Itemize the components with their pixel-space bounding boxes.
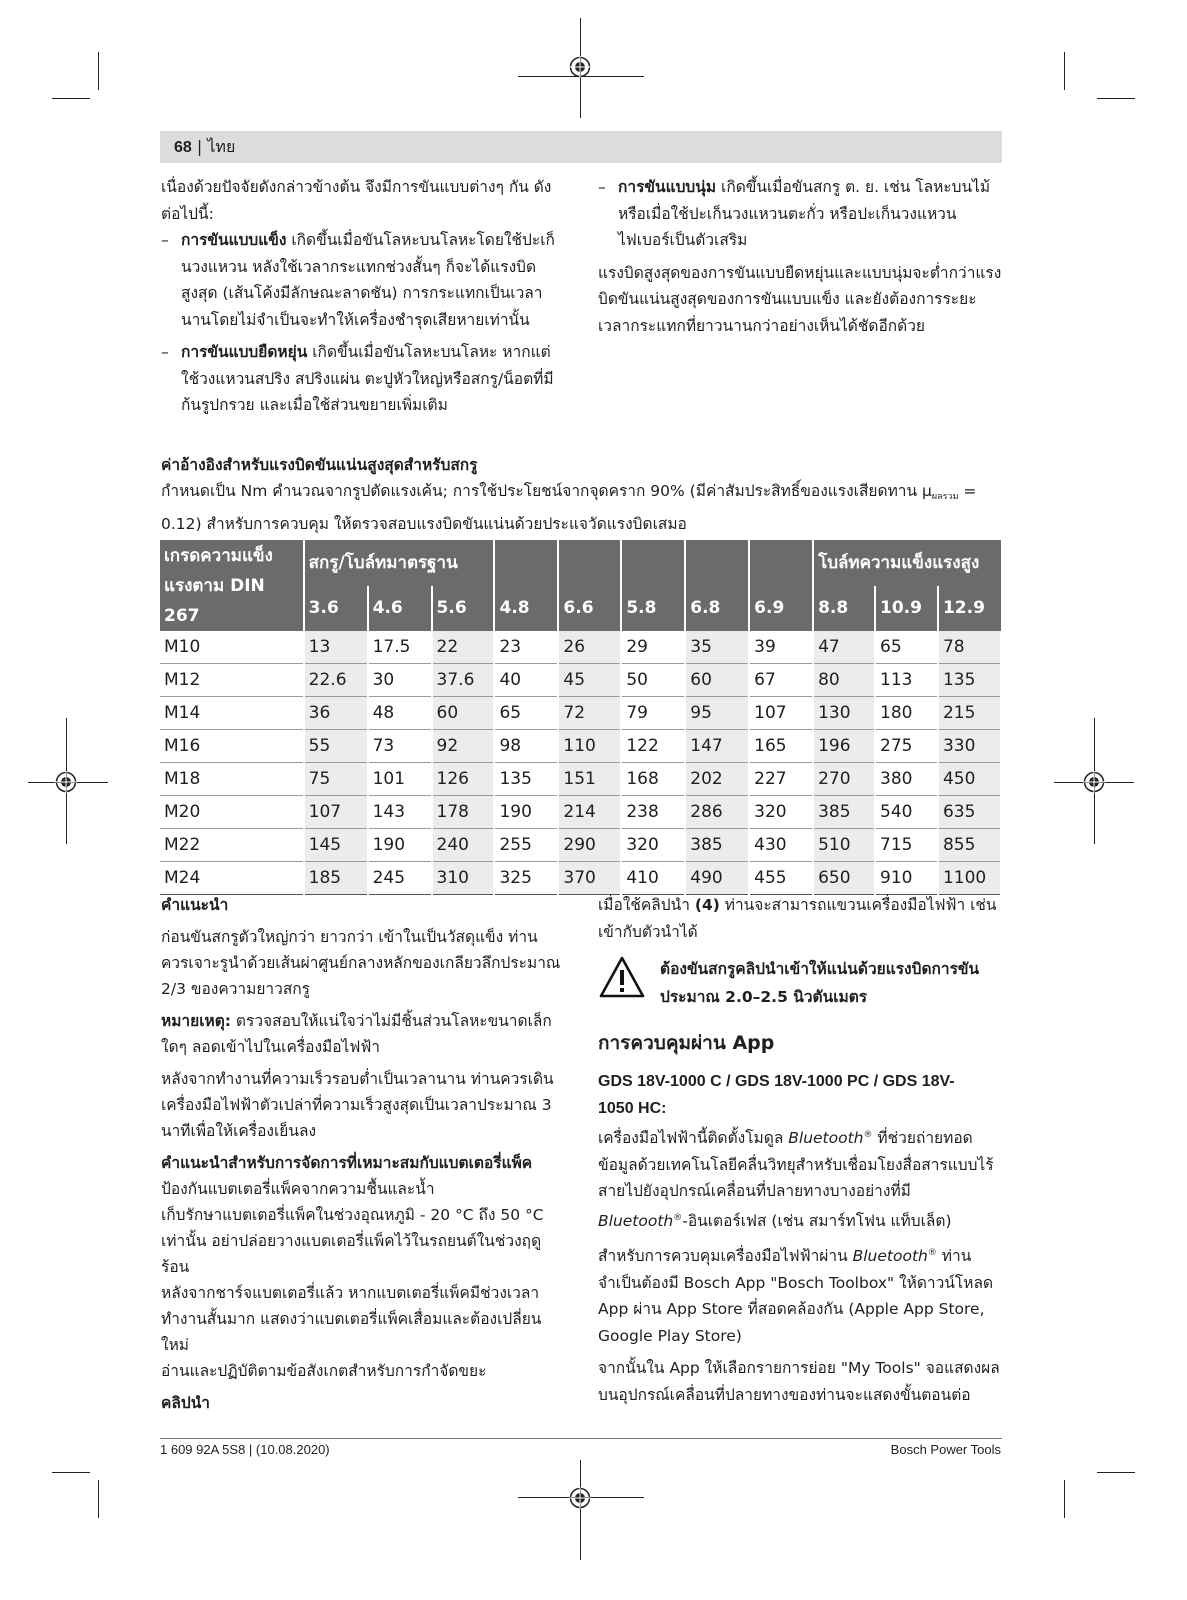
table-row [160, 697, 1001, 730]
value-cell: 122 [621, 730, 685, 763]
value-cell: 29 [621, 631, 685, 664]
value-cell: 635 [938, 796, 1001, 829]
value-cell: 290 [558, 829, 621, 862]
registration-mark-icon [569, 56, 591, 78]
value-cell: 80 [813, 664, 875, 697]
grade-cell: 8.8 [813, 586, 875, 632]
torque-comparison-paragraph: แรงบิดสูงสุดของการขันแบบยืดหยุ่นและแบบนุ่มจะต่ำกว่าแรงบิดขันแน่นสูงสุดของการขันแบบแข็ง และยังต้องการระยะเวลากระแทกที่ยาวนานกว่าอย่างเห็นได้ชัดอีกด้วย [598, 263, 1002, 335]
value-cell: 55 [304, 730, 368, 763]
value-cell: 35 [685, 631, 749, 664]
table-row [160, 631, 1001, 664]
value-cell: 855 [938, 829, 1001, 862]
item-text: เกิดขึ้นเมื่อขันโลหะบนโลหะโดยใช้ปะเก็นวงแหวน หลังใช้เวลากระแทกช่วงสั้นๆ ก็จะได้แรงบิดสูงสุด (เส้นโค้งมีลักษณะลาดชัน) การกระแทกเป็นเวลานานโดยไม่จำเป็นจะทำให้เครื่องชำรุดเสียหายเท่านั้น [181, 231, 555, 329]
value-cell: 107 [749, 697, 813, 730]
grade-cell: 4.8 [494, 586, 558, 632]
value-cell: 410 [621, 862, 685, 895]
value-cell: 75 [304, 763, 368, 796]
value-cell: 65 [494, 697, 558, 730]
cooling-paragraph: หลังจากทำงานที่ความเร็วรอบต่ำเป็นเวลานาน ท่านควรเดินเครื่องมือไฟฟ้าตัวเปล่าที่ความเร็วสูงสุดเป็นเวลาประมาณ 3 นาทีเพื่อให้เครื่องเย็นลง [161, 1070, 554, 1140]
crop-mark [98, 1480, 99, 1518]
advice-title: คำแนะนำ [161, 896, 229, 914]
my-tools-paragraph: จากนั้นใน App ให้เลือกรายการย่อย "My Tools" จอแสดงผลบนอุปกรณ์เคลื่อนที่ปลายทางของท่านจะแสดงขั้นตอนต่อ [598, 1359, 1000, 1404]
note-label: หมายเหตุ: [161, 1012, 231, 1030]
value-cell: 190 [494, 796, 558, 829]
value-cell: 143 [368, 796, 432, 829]
value-cell: 23 [494, 631, 558, 664]
page-header [160, 131, 1002, 163]
grade-cell: 5.6 [432, 586, 495, 632]
grade-cell: 4.6 [368, 586, 432, 632]
table-header-cell [749, 540, 813, 586]
registered-mark: ® [863, 1130, 873, 1140]
table-row [160, 862, 1001, 895]
battery-line: หลังจากชาร์จแบตเตอรี่แล้ว หากแบตเตอรี่แพ็คมีช่วงเวลาทำงานสั้นมาก แสดงว่าแบตเตอรี่แพ็คเสื่อมและต้องเปลี่ยนใหม่ [161, 1284, 542, 1354]
warning-triangle-icon [598, 955, 646, 999]
size-cell: M20 [160, 796, 304, 829]
size-cell: M12 [160, 664, 304, 697]
footer-brand: Bosch Power Tools [890, 1442, 1001, 1457]
group-high-strength-label: โบล์ทความแข็งแรงสูง [813, 540, 1001, 586]
size-cell: M24 [160, 862, 304, 895]
crop-mark [580, 1460, 581, 1560]
value-cell: 910 [875, 862, 938, 895]
left-column [161, 174, 565, 419]
value-cell: 455 [749, 862, 813, 895]
value-cell: 50 [621, 664, 685, 697]
header-text [174, 137, 235, 158]
value-cell: 165 [749, 730, 813, 763]
list-item [161, 339, 565, 419]
battery-line: อ่านและปฏิบัติตามข้อสังเกตสำหรับการกำจัดขยะ [161, 1362, 487, 1380]
registered-mark: ® [927, 1248, 937, 1259]
value-cell: 180 [875, 697, 938, 730]
table-header-row [160, 540, 1001, 586]
table-header-cell [621, 540, 685, 586]
note-paragraph [161, 1008, 565, 1060]
value-cell: 178 [432, 796, 495, 829]
battery-line: เก็บรักษาแบตเตอรี่แพ็คในช่วงอุณหภูมิ - 20 °C ถึง 50 °C เท่านั้น อย่าปล่อยวางแบตเตอรี่แพ็คไว้ในรถยนต์ในช่วงฤดูร้อน [161, 1206, 544, 1276]
group-standard-label: สกรู/โบล์ทมาตรฐาน [304, 540, 495, 586]
item-term: การขันแบบนุ่ม [618, 178, 717, 196]
grade-cell: 6.6 [558, 586, 621, 632]
item-term: การขันแบบแข็ง [181, 231, 287, 249]
registration-mark-icon [1083, 771, 1105, 793]
advice-paragraph: ก่อนขันสกรูตัวใหญ่กว่า ยาวกว่า เข้าในเป็นวัสดุแข็ง ท่านควรเจาะรูนำด้วยเส้นผ่าศูนย์กลางหลักของเกลียวลึกประมาณ 2/3 ของความยาวสกรู [161, 928, 561, 998]
value-cell: 73 [368, 730, 432, 763]
clip-ref: (4) [694, 896, 720, 914]
page-number: 68 [174, 139, 192, 156]
value-cell: 320 [621, 829, 685, 862]
torque-table-body [160, 631, 1001, 895]
value-cell: 450 [938, 763, 1001, 796]
registration-mark-icon [55, 771, 77, 793]
crop-mark [52, 1472, 90, 1473]
item-text: เกิดขึ้นเมื่อขันสกรู ต. ย. เช่น โลหะบนไม้ หรือเมื่อใช้ปะเก็นวงแหวนตะกั่ว หรือปะเก็นวงแหวนไฟเบอร์เป็นตัวเสริม [618, 178, 991, 249]
value-cell: 196 [813, 730, 875, 763]
value-cell: 1100 [938, 862, 1001, 895]
value-cell: 430 [749, 829, 813, 862]
value-cell: 490 [685, 862, 749, 895]
lower-right-column [598, 892, 1002, 945]
value-cell: 47 [813, 631, 875, 664]
value-cell: 510 [813, 829, 875, 862]
value-cell: 270 [813, 763, 875, 796]
warning-text: ต้องขันสกรูคลิปนำเข้าให้แน่นด้วยแรงบิดการขันประมาณ 2.0–2.5 นิวตันเมตร [660, 960, 980, 1006]
value-cell: 17.5 [368, 631, 432, 664]
bt-text: ที่ช่วยถ่ายทอดข้อมูลด้วยเทคโนโลยีคลื่นวิทยุสำหรับเชื่อมโยงสื่อสารแบบไร้สายไปยังอุปกรณ์เคลื่อนที่ปลายทางบางอย่างที่มี [598, 1129, 994, 1201]
value-cell: 715 [875, 829, 938, 862]
value-cell: 13 [304, 631, 368, 664]
note-text: ตรวจสอบให้แน่ใจว่าไม่มีชิ้นส่วนโลหะขนาดเล็กใดๆ ลอดเข้าไปในเครื่องมือไฟฟ้า [161, 1012, 552, 1056]
battery-title: คำแนะนำสำหรับการจัดการที่เหมาะสมกับแบตเตอรี่แพ็ค [161, 1154, 533, 1172]
value-cell: 330 [938, 730, 1001, 763]
value-cell: 255 [494, 829, 558, 862]
value-cell: 22.6 [304, 664, 368, 697]
value-cell: 385 [685, 829, 749, 862]
grade-cell: 6.8 [685, 586, 749, 632]
value-cell: 185 [304, 862, 368, 895]
value-cell: 113 [875, 664, 938, 697]
crop-mark [98, 52, 99, 90]
value-cell: 325 [494, 862, 558, 895]
bluetooth-paragraph [598, 1122, 1002, 1234]
value-cell: 215 [938, 697, 1001, 730]
bluetooth-app-paragraph [598, 1240, 1002, 1349]
grade-cell: 6.9 [749, 586, 813, 632]
app-section-title: การควบคุมผ่าน App [598, 1032, 775, 1054]
value-cell: 214 [558, 796, 621, 829]
value-cell: 245 [368, 862, 432, 895]
bt-text: สำหรับการควบคุมเครื่องมือไฟฟ้าผ่าน [598, 1247, 853, 1266]
lower-left-column [161, 892, 565, 1416]
crop-mark [52, 98, 90, 99]
value-cell: 30 [368, 664, 432, 697]
value-cell: 275 [875, 730, 938, 763]
value-cell: 202 [685, 763, 749, 796]
table-row [160, 796, 1001, 829]
value-cell: 92 [432, 730, 495, 763]
value-cell: 168 [621, 763, 685, 796]
registration-mark-icon [569, 1487, 591, 1509]
bluetooth-term: Bluetooth [788, 1129, 864, 1148]
size-cell: M16 [160, 730, 304, 763]
value-cell: 107 [304, 796, 368, 829]
intro-paragraph: เนื่องด้วยปัจจัยดังกล่าวข้างต้น จึงมีการขันแบบต่างๆ กัน ดังต่อไปนี้: [161, 178, 552, 223]
torque-table [160, 540, 1002, 895]
clip-text-a: เมื่อใช้คลิปนำ [598, 896, 695, 914]
desc-part1: กำหนดเป็น Nm คำนวณจากรูปตัดแรงเค้น; การใช้ประโยชน์จากจุดคราก 90% (มีค่าสัมประสิทธิ์ของแรงเสียดทาน μ [161, 482, 932, 500]
value-cell: 240 [432, 829, 495, 862]
grade-cell: 5.8 [621, 586, 685, 632]
bt-text: ท่านจำเป็นต้องมี Bosch App "Bosch Toolbox" ให้ดาวน์โหลด App ผ่าน App Store ที่สอดคล้องกัน (Apple App Store, Google Play Store) [598, 1247, 994, 1345]
value-cell: 36 [304, 697, 368, 730]
value-cell: 650 [813, 862, 875, 895]
table-header-cell [685, 540, 749, 586]
value-cell: 60 [432, 697, 495, 730]
battery-line: ป้องกันแบตเตอรี่แพ็คจากความชื้นและน้ำ [161, 1180, 435, 1198]
table-row [160, 664, 1001, 697]
bt-text: เครื่องมือไฟฟ้านี้ติดตั้งโมดูล [598, 1129, 789, 1148]
size-cell: M10 [160, 631, 304, 664]
footer-rule [160, 1438, 1002, 1439]
table-header-cell [558, 540, 621, 586]
bt-text: -อินเตอร์เฟส (เช่น สมาร์ทโฟน แท็บเล็ต) [682, 1211, 952, 1230]
value-cell: 380 [875, 763, 938, 796]
size-cell: M22 [160, 829, 304, 862]
value-cell: 79 [621, 697, 685, 730]
value-cell: 540 [875, 796, 938, 829]
value-cell: 151 [558, 763, 621, 796]
clip-paragraph [598, 892, 1002, 945]
torque-section-title: ค่าอ้างอิงสำหรับแรงบิดขันแน่นสูงสุดสำหรับสกรู [161, 456, 478, 474]
grade-cell: 12.9 [938, 586, 1001, 632]
value-cell: 40 [494, 664, 558, 697]
value-cell: 26 [558, 631, 621, 664]
grade-cell: 3.6 [304, 586, 368, 632]
clip-text-b: ท่านจะสามารถแขวนเครื่องมือไฟฟ้า เช่น เข้ากับตัวนำได้ [598, 896, 997, 941]
value-cell: 286 [685, 796, 749, 829]
value-cell: 67 [749, 664, 813, 697]
value-cell: 60 [685, 664, 749, 697]
value-cell: 37.6 [432, 664, 495, 697]
header-language: ไทย [207, 137, 236, 156]
value-cell: 65 [875, 631, 938, 664]
table-row [160, 730, 1001, 763]
torque-section-description [161, 478, 1001, 538]
value-cell: 135 [938, 664, 1001, 697]
row-header-label: เกรดความแข็งแรงตาม DIN 267 [160, 540, 304, 631]
right-column [598, 174, 1002, 339]
value-cell: 190 [368, 829, 432, 862]
value-cell: 370 [558, 862, 621, 895]
value-cell: 48 [368, 697, 432, 730]
value-cell: 101 [368, 763, 432, 796]
value-cell: 145 [304, 829, 368, 862]
size-cell: M14 [160, 697, 304, 730]
value-cell: 110 [558, 730, 621, 763]
clip-title: คลิปนำ [161, 1394, 211, 1412]
table-row [160, 829, 1001, 862]
crop-mark [1064, 1480, 1065, 1518]
value-cell: 227 [749, 763, 813, 796]
footer-doc-id: 1 609 92A 5S8 | (10.08.2020) [160, 1442, 330, 1457]
value-cell: 320 [749, 796, 813, 829]
registered-mark: ® [673, 1212, 683, 1223]
bluetooth-term: Bluetooth [852, 1247, 928, 1266]
bluetooth-term: Bluetooth [598, 1211, 674, 1230]
item-text: เกิดขึ้นเมื่อขันโลหะบนโลหะ หากแต่ใช้วงแหวนสปริง สปริงแผ่น ตะปูหัวใหญ่หรือสกรู/น็อตที่มีก้นรูปกรวย และเมื่อใช้ส่วนขยายเพิ่มเติม [181, 343, 554, 414]
crop-mark [1097, 1472, 1135, 1473]
model-list: GDS 18V-1000 C / GDS 18V-1000 PC / GDS 18V-1050 HC: [598, 1073, 955, 1117]
size-cell: M18 [160, 763, 304, 796]
value-cell: 39 [749, 631, 813, 664]
value-cell: 238 [621, 796, 685, 829]
value-cell: 135 [494, 763, 558, 796]
table-header-cell [494, 540, 558, 586]
crop-mark [1097, 98, 1135, 99]
list-item [161, 227, 565, 333]
bluetooth-section [598, 1122, 1002, 1408]
value-cell: 98 [494, 730, 558, 763]
desc-subscript: ผลรวม [931, 492, 959, 502]
header-separator: | [196, 137, 203, 156]
value-cell: 130 [813, 697, 875, 730]
value-cell: 385 [813, 796, 875, 829]
value-cell: 95 [685, 697, 749, 730]
value-cell: 45 [558, 664, 621, 697]
grade-cell: 10.9 [875, 586, 938, 632]
value-cell: 310 [432, 862, 495, 895]
value-cell: 72 [558, 697, 621, 730]
item-term: การขันแบบยืดหยุ่น [181, 343, 308, 361]
value-cell: 22 [432, 631, 495, 664]
table-row [160, 763, 1001, 796]
value-cell: 126 [432, 763, 495, 796]
value-cell: 78 [938, 631, 1001, 664]
desc-part2: = 0.12) สำหรับการควบคุม ให้ตรวจสอบแรงบิดขันแน่นด้วยประแจวัดแรงบิดเสมอ [161, 482, 977, 533]
value-cell: 147 [685, 730, 749, 763]
list-item [598, 174, 1002, 254]
crop-mark [1064, 52, 1065, 90]
